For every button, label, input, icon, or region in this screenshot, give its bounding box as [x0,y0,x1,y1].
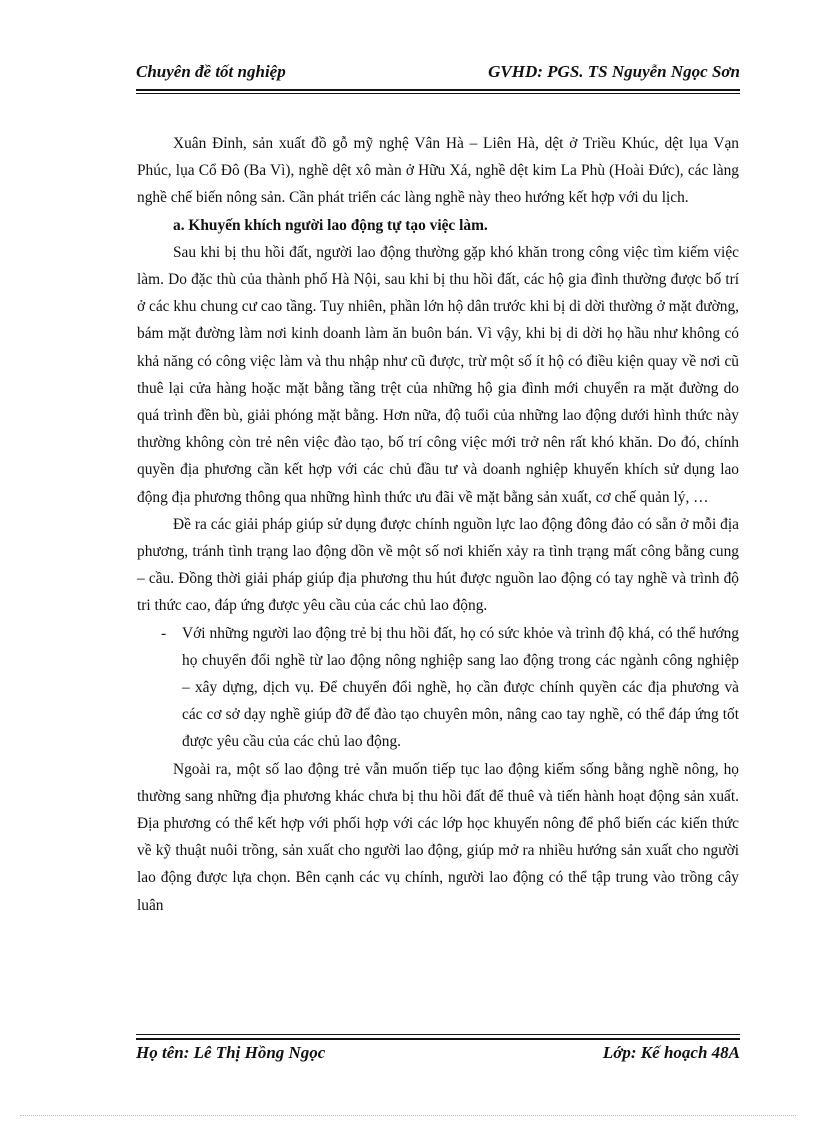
footer-class: Lớp: Kế hoạch 48A [602,1043,740,1062]
paragraph-4: Với những người lao động trẻ bị thu hồi đất, họ có sức khỏe và trình độ khá, có thể hướng họ chuyển đổi nghề từ lao động nông nghiệp sang lao động trong các ngành công nghiệp – xây dựng, dịch vụ. Để chuyển đổi nghề, họ cần được chính quyền các địa phương và các cơ sở dạy nghề giúp đỡ để đào tạo chuyên môn, nâng cao tay nghề, có thể đáp ứng tốt được yêu cầu của các chủ lao động. [182,624,739,751]
header-title: Chuyên đề tốt nghiệp [136,62,286,81]
header-rule-thick [136,89,740,91]
bullet-item [137,620,739,756]
bullet-dash: - [161,624,167,642]
header-advisor: GVHD: PGS. TS Nguyễn Ngọc Sơn [488,62,740,81]
page-header [136,62,740,86]
page-footer [136,1043,740,1067]
header-rule-thin [136,93,740,94]
paragraph-5: Ngoài ra, một số lao động trẻ vẫn muốn tiếp tục lao động kiếm sống bằng nghề nông, họ thường sang những địa phương khác chưa bị thu hồi đất để thuê và tiến hành hoạt động sản xuất. Địa phương có thể kết hợp với phối hợp với các lớp học khuyến nông để phổ biến các kiến thức về kỹ thuật nuôi trồng, sản xuất cho người lao động, giúp mở ra nhiều hướng sản xuất cho người lao động được lựa chọn. Bên cạnh các vụ chính, người lao động có thể tập trung vào trồng cây luân [137,760,739,914]
footer-rule-thick [136,1038,740,1040]
page-body [137,130,739,919]
footer-rule-thin [136,1034,740,1035]
footer-author: Họ tên: Lê Thị Hồng Ngọc [136,1043,326,1062]
paragraph-3: Đề ra các giải pháp giúp sử dụng được chính nguồn lực lao động đông đảo có sẵn ở mỗi địa phương, tránh tình trạng lao động dồn về một số nơi khiến xảy ra tình trạng mất công bằng cung – cầu. Đồng thời giải pháp giúp địa phương thu hút được nguồn lao động có tay nghề và trình độ tri thức cao, đáp ứng được yêu cầu của các chủ lao động. [137,515,739,615]
page-edge-dotted-line [20,1115,796,1116]
section-heading: a. Khuyến khích người lao động tự tạo việc làm. [173,216,488,234]
paragraph-1: Xuân Đỉnh, sản xuất đồ gỗ mỹ nghệ Vân Hà – Liên Hà, dệt ở Triều Khúc, dệt lụa Vạn Phúc, lụa Cổ Đô (Ba Vì), nghề dệt xô màn ở Hữu Xá, nghề dệt kim La Phù (Hoài Đức), các làng nghề chế biến nông sản. Cần phát triển các làng nghề này theo hướng kết hợp với du lịch. [137,135,739,207]
paragraph-2: Sau khi bị thu hồi đất, người lao động thường gặp khó khăn trong công việc tìm kiếm việc làm. Do đặc thù của thành phố Hà Nội, sau khi bị thu hồi đất, các hộ gia đình thường được bố trí ở các khu chung cư cao tầng. Tuy nhiên, phần lớn hộ dân trước khi bị di dời thường ở mặt đường, bám mặt đường làm nơi kinh doanh làm ăn buôn bán. Vì vậy, khi bị di dời họ hầu như không có khả năng có công việc làm và thu nhập như cũ được, trừ một số ít hộ có điều kiện quay về nơi cũ thuê lại cửa hàng hoặc mặt bằng tầng trệt của những hộ gia đình mới chuyển ra mặt đường do quá trình đền bù, giải phóng mặt bằng. Hơn nữa, độ tuổi của những lao động dưới hình thức này thường không còn trẻ nên việc đào tạo, bố trí công việc mới trở nên rất khó khăn. Do đó, chính quyền địa phương cần kết hợp với các chủ đầu tư và doanh nghiệp khuyến khích sử dụng lao động địa phương thông qua những hình thức ưu đãi về mặt bằng sản xuất, cơ chế quản lý, … [137,243,739,506]
